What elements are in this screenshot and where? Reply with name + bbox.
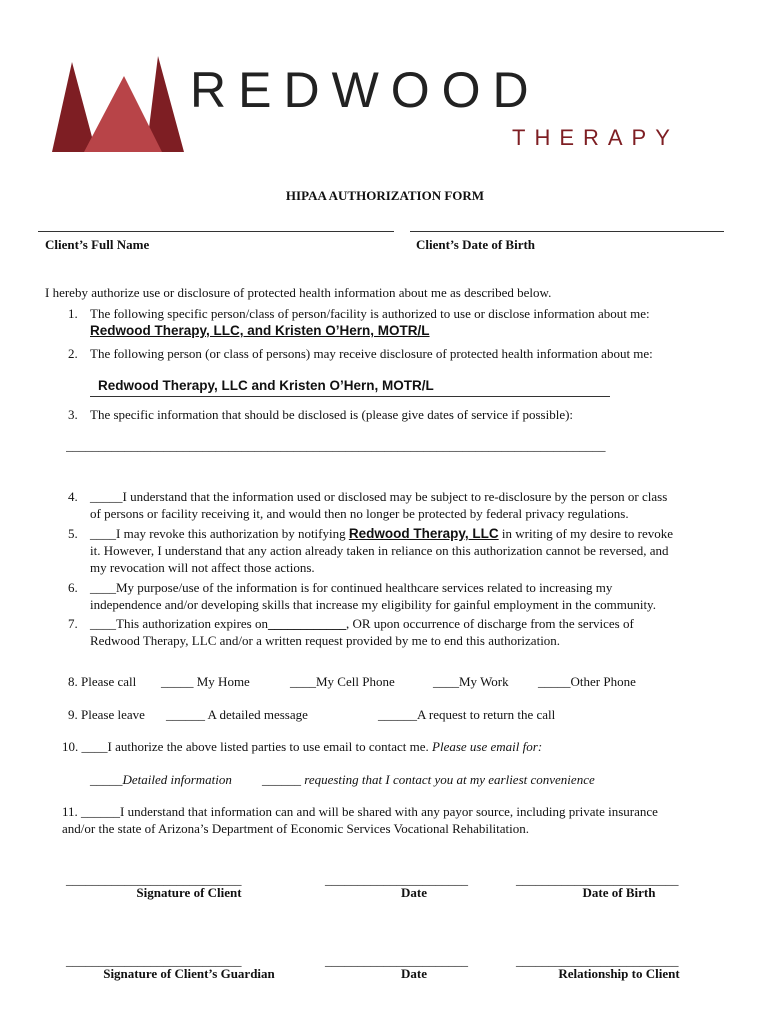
item-2-number: 2. — [68, 346, 78, 361]
item-2-value-line — [90, 396, 610, 397]
item-7-post: , OR upon occurrence of discharge from the services of — [346, 616, 634, 631]
email-authorization — [62, 738, 542, 755]
logo — [50, 50, 710, 160]
logo-wordmark: REDWOOD — [190, 62, 541, 118]
payor-text-a: 11. ______I understand that information can and will be shared with any payor source, including private insurance — [62, 804, 658, 819]
item-6-text-a: ____My purpose/use of the information is for continued healthcare services related to increasing my — [90, 580, 613, 595]
item-7-pre: ____This authorization expires on — [90, 616, 268, 631]
item-1-text: The following specific person/class of person/facility is authorized to use or disclose information about me: — [90, 306, 650, 321]
item-3-number: 3. — [68, 407, 78, 422]
item-6-text-b: independence and/or developing skills that increase my eligibility for gainful employment in the community. — [90, 597, 656, 612]
client-signature-label: Signature of Client — [136, 885, 242, 900]
item-4-number: 4. — [68, 489, 78, 504]
item-3-blank-line[interactable]: ___________________________________________________________________________________ — [66, 438, 606, 453]
relationship-label: Relationship to Client — [558, 966, 680, 981]
item-5-pre: ____I may revoke this authorization by notifying — [90, 526, 349, 541]
item-5-text-a — [90, 525, 673, 542]
email-detailed-option[interactable]: _____Detailed information — [90, 772, 232, 787]
client-name-line[interactable] — [38, 231, 394, 232]
item-6-number: 6. — [68, 580, 78, 595]
intro-text: I hereby authorize use or disclosure of protected health information about me as described below. — [45, 285, 552, 300]
item-7-number: 7. — [68, 616, 78, 631]
payor-text-b: and/or the state of Arizona’s Department of Economic Services Vocational Rehabilitation. — [62, 821, 530, 836]
date-2-label: Date — [401, 966, 427, 981]
item-5-value: Redwood Therapy, LLC — [348, 526, 499, 541]
call-other-option[interactable]: _____Other Phone — [538, 674, 636, 689]
leave-detailed-option[interactable]: ______ A detailed message — [166, 707, 308, 722]
item-1-value: Redwood Therapy, LLC, and Kristen O’Hern, MOTR/L — [90, 323, 430, 338]
guardian-signature-label: Signature of Client’s Guardian — [103, 966, 275, 981]
item-5-post: in writing of my desire to revoke — [498, 526, 674, 541]
item-1-number: 1. — [68, 306, 78, 321]
relationship-line[interactable]: _________________________ — [516, 953, 679, 968]
item-5-text-b: it. However, I understand that any action already taken in reliance on this authorization cannot be reversed, and — [90, 543, 669, 558]
expiry-date-blank[interactable]: ____________ — [268, 616, 346, 631]
call-cell-option[interactable]: ____My Cell Phone — [290, 674, 395, 689]
dob-line[interactable]: _________________________ — [516, 872, 679, 887]
email-contact-option[interactable]: ______ requesting that I contact you at my earliest convenience — [262, 772, 595, 787]
client-dob-line[interactable] — [410, 231, 724, 232]
date-1-label: Date — [401, 885, 427, 900]
redwood-trees-icon — [50, 54, 190, 154]
client-signature-line[interactable]: ___________________________ — [66, 872, 242, 887]
email-label-italic: Please use email for: — [432, 739, 543, 754]
leave-label: 9. Please leave — [68, 707, 145, 722]
item-4-text-a: _____I understand that the information used or disclosed may be subject to re-disclosure by the person or class — [90, 489, 668, 504]
leave-request-option[interactable]: ______A request to return the call — [378, 707, 556, 722]
client-dob-label: Client’s Date of Birth — [416, 237, 536, 252]
call-home-option[interactable]: _____ My Home — [161, 674, 250, 689]
item-2-text: The following person (or class of persons) may receive disclosure of protected health information about me: — [90, 346, 653, 361]
call-label: 8. Please call — [68, 674, 137, 689]
call-work-option[interactable]: ____My Work — [433, 674, 509, 689]
item-5-text-c: my revocation will not affect those actions. — [90, 560, 315, 575]
item-4-text-b: of persons or facility receiving it, and would then no longer be protected by federal privacy regulations. — [90, 506, 629, 521]
item-5-number: 5. — [68, 526, 78, 541]
date-1-line[interactable]: ______________________ — [325, 872, 468, 887]
item-3-text: The specific information that should be disclosed is (please give dates of service if possible): — [90, 407, 574, 422]
client-name-label: Client’s Full Name — [45, 237, 150, 252]
item-7-text-a — [90, 615, 634, 632]
item-7-text-b: Redwood Therapy, LLC and/or a written request provided by me to end this authorization. — [90, 633, 561, 648]
logo-subtitle: THERAPY — [512, 125, 679, 150]
email-label: 10. ____I authorize the above listed parties to use email to contact me. — [62, 739, 429, 754]
form-title: HIPAA AUTHORIZATION FORM — [285, 188, 485, 203]
guardian-signature-line[interactable]: ___________________________ — [66, 953, 242, 968]
dob-label: Date of Birth — [582, 885, 656, 900]
date-2-line[interactable]: ______________________ — [325, 953, 468, 968]
item-2-value: Redwood Therapy, LLC and Kristen O’Hern, MOTR/L — [98, 378, 434, 393]
